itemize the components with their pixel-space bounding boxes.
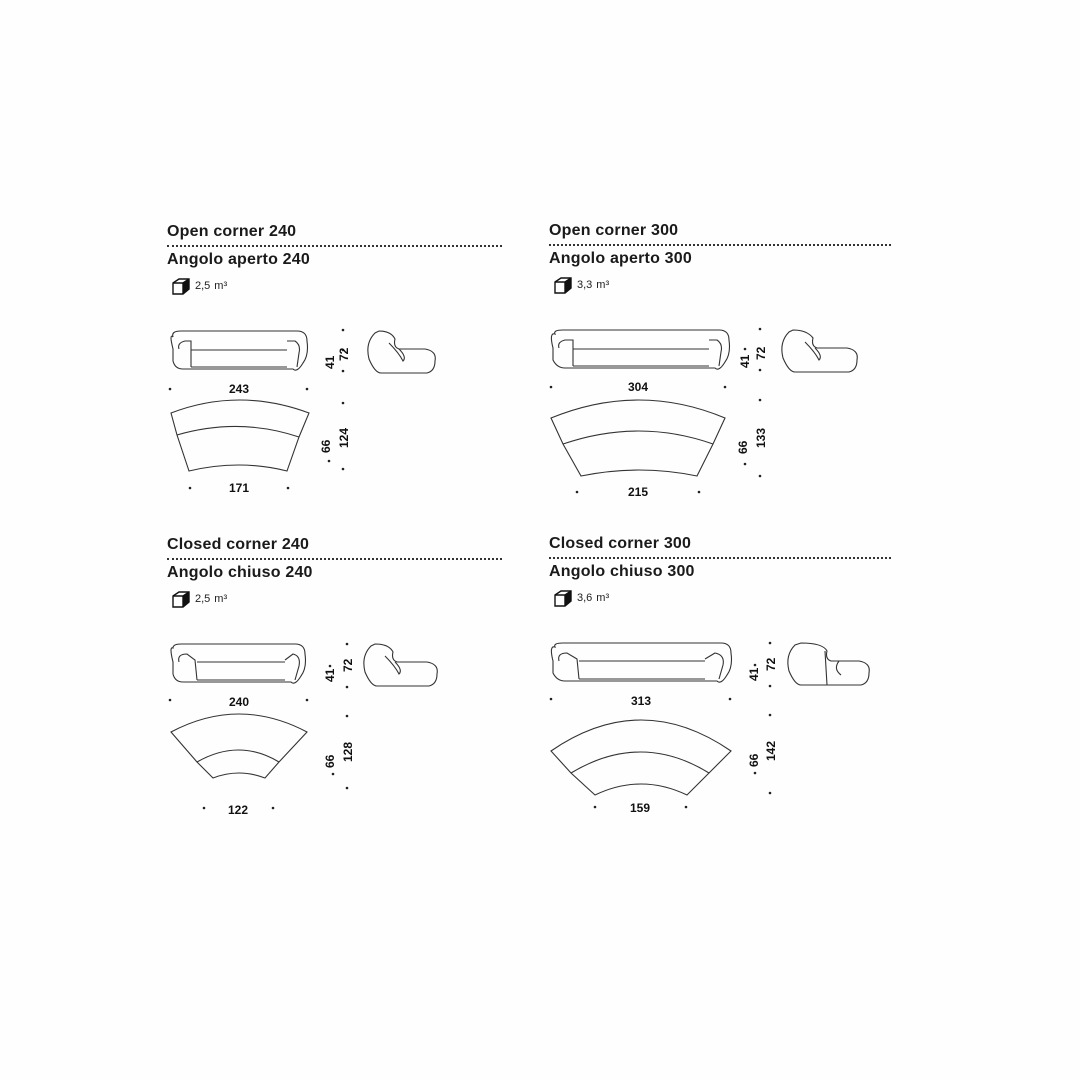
front-view — [169, 329, 351, 396]
total-height-label: 72 — [337, 347, 351, 361]
volume-unit: m³ — [596, 592, 610, 604]
plan-view — [171, 714, 355, 817]
seat-height-label: 41 — [738, 354, 752, 368]
plan-depth-label: 128 — [341, 741, 355, 762]
seat-height-label: 41 — [323, 355, 337, 369]
front-width-label: 243 — [229, 382, 250, 396]
plan-width-label: 159 — [630, 801, 651, 815]
product-block-open-300 — [549, 222, 889, 522]
plan-view — [551, 399, 768, 499]
title-it: Angolo aperto 240 — [167, 251, 310, 268]
seat-height-label: 41 — [323, 668, 337, 682]
title-en: Closed corner 240 — [167, 536, 310, 553]
title-en: Closed corner 300 — [549, 535, 692, 552]
title-it: Angolo chiuso 240 — [167, 564, 313, 581]
side-view — [368, 331, 435, 373]
plan-view — [551, 714, 778, 815]
volume-unit: m³ — [596, 279, 610, 291]
technical-drawing — [549, 222, 889, 522]
plan-depth-label: 133 — [754, 427, 768, 448]
front-view — [550, 328, 768, 394]
title-en: Open corner 300 — [549, 222, 679, 239]
product-block-open-240 — [167, 223, 507, 523]
front-width-label: 240 — [229, 695, 250, 709]
plan-inner-depth-label: 66 — [319, 439, 333, 453]
title-it: Angolo chiuso 300 — [549, 563, 695, 580]
front-view — [550, 642, 778, 708]
front-view — [169, 643, 355, 709]
volume-unit: m³ — [214, 280, 228, 292]
plan-view — [171, 400, 351, 495]
side-view — [788, 643, 869, 685]
technical-drawing — [549, 535, 889, 835]
volume-value: 3,3 — [577, 279, 593, 291]
front-width-label: 313 — [631, 694, 652, 708]
plan-width-label: 122 — [228, 803, 249, 817]
seat-height-label: 41 — [747, 667, 761, 681]
side-view — [782, 330, 857, 372]
plan-inner-depth-label: 66 — [323, 754, 337, 768]
title-en: Open corner 240 — [167, 223, 297, 240]
front-width-label: 304 — [628, 380, 649, 394]
title-it: Angolo aperto 300 — [549, 250, 692, 267]
technical-drawing — [167, 223, 507, 523]
product-block-closed-300 — [549, 535, 889, 835]
volume-unit: m³ — [214, 593, 228, 605]
total-height-label: 72 — [341, 658, 355, 672]
volume-value: 3,6 — [577, 592, 593, 604]
plan-width-label: 171 — [229, 481, 250, 495]
volume-value: 2,5 — [195, 280, 211, 292]
total-height-label: 72 — [754, 346, 768, 360]
plan-depth-label: 142 — [764, 740, 778, 761]
plan-width-label: 215 — [628, 485, 649, 499]
technical-drawing — [167, 536, 507, 836]
product-block-closed-240 — [167, 536, 507, 836]
volume-value: 2,5 — [195, 593, 211, 605]
plan-inner-depth-label: 66 — [736, 440, 750, 454]
total-height-label: 72 — [764, 657, 778, 671]
plan-depth-label: 124 — [337, 427, 351, 448]
plan-inner-depth-label: 66 — [747, 753, 761, 767]
side-view — [364, 644, 437, 686]
